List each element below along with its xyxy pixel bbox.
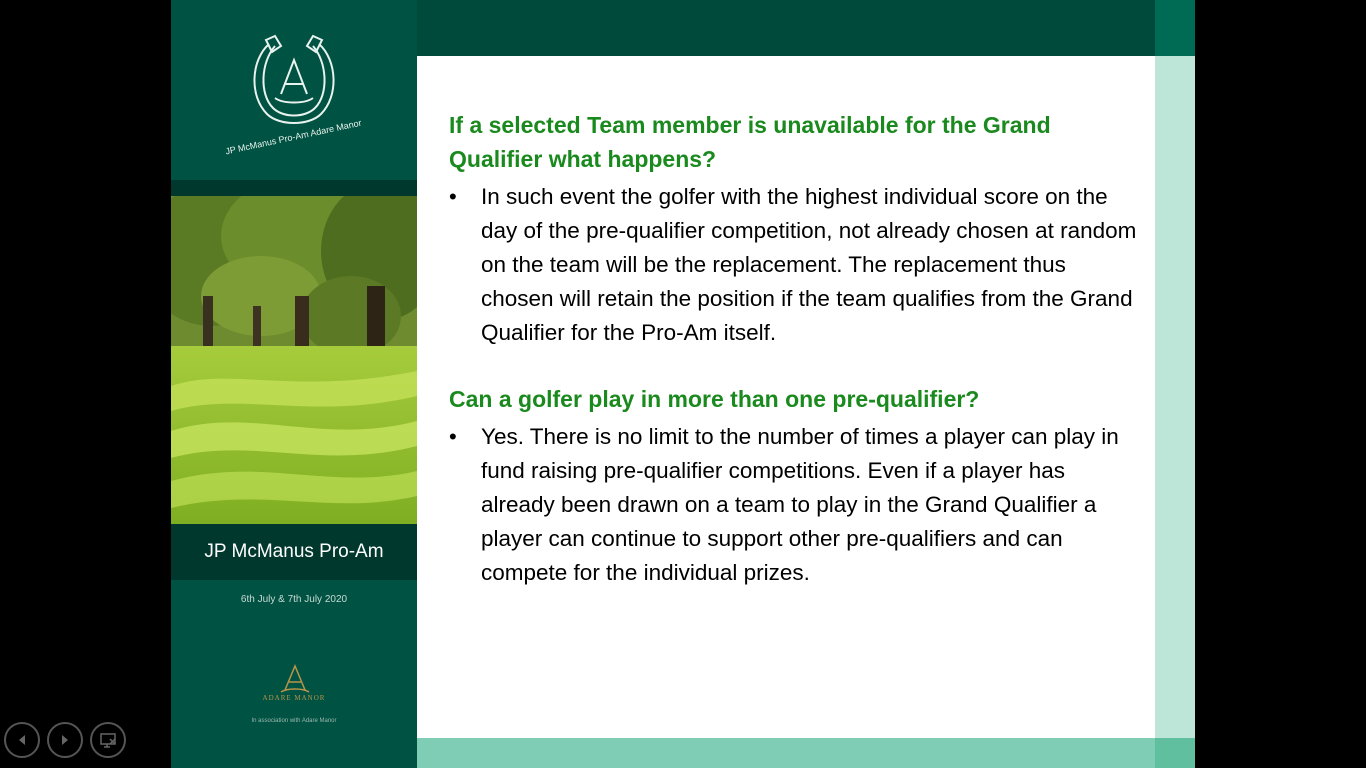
top-band (417, 0, 1195, 56)
horseshoe-logo-icon (171, 0, 417, 180)
association-text: In association with Adare Manor (251, 718, 337, 724)
arrow-right-icon (57, 732, 73, 748)
bullet-1: • (449, 184, 457, 209)
adare-logo-icon (275, 660, 315, 710)
adare-logo-text: ADARE MANOR (262, 694, 326, 702)
bottom-right-accent (1155, 738, 1195, 768)
end-slideshow-button[interactable] (90, 722, 126, 758)
dark-band (171, 180, 417, 196)
answer-1-text: In such event the golfer with the highest individual score on the day of the pre-qualifier competition, not already chosen at random on the team will be the replacement. The replacement thus chosen will retain the position if the team qualifies from the Grand Qualifier for the Pro-Am itself. (481, 184, 1137, 345)
answer-1 (449, 180, 1149, 350)
sidebar (171, 0, 417, 768)
golf-course-photo (171, 196, 417, 524)
end-slideshow-icon (98, 730, 118, 750)
arrow-left-icon (14, 732, 30, 748)
event-dates: 6th July & 7th July 2020 (240, 594, 348, 605)
slide (171, 0, 1195, 768)
question-2: Can a golfer play in more than one pre-qualifier? (449, 386, 980, 412)
event-title-band (171, 524, 417, 580)
pro-am-logo (171, 0, 417, 180)
next-slide-button[interactable] (47, 722, 83, 758)
bottom-band (417, 738, 1195, 768)
answer-2 (449, 420, 1149, 590)
prev-slide-button[interactable] (4, 722, 40, 758)
right-accent-column (1155, 56, 1195, 738)
answer-2-text: Yes. There is no limit to the number of times a player can play in fund raising pre-qualifier competitions. Even if a player has already been drawn on a team to play in the Grand Qualifier a player can continue to support other pre-qualifiers and can compete for the individual prizes. (481, 424, 1119, 585)
svg-text:JP McManus Pro-Am Adare Manor: JP McManus Pro-Am Adare Manor (224, 117, 363, 157)
question-1: If a selected Team member is unavailable for the Grand Qualifier what happens? (449, 112, 1051, 172)
top-right-accent (1155, 0, 1195, 56)
event-title: JP McManus Pro-Am (204, 541, 384, 562)
sidebar-bottom-strip (171, 738, 417, 768)
bullet-2: • (449, 424, 457, 449)
content-panel (417, 56, 1155, 738)
